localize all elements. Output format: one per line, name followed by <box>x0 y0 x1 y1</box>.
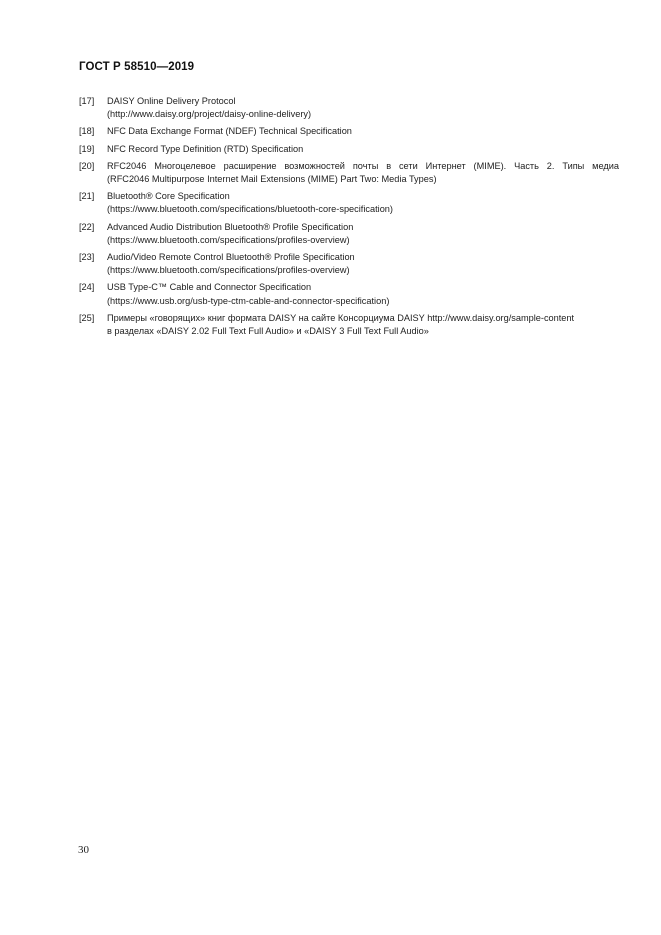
reference-line: (RFC2046 Multipurpose Internet Mail Extensions (MIME) Part Two: Media Types) <box>107 174 437 185</box>
reference-number: [21] <box>79 191 95 202</box>
reference-line: NFC Data Exchange Format (NDEF) Technical Specification <box>107 126 352 137</box>
reference-text <box>107 160 619 186</box>
reference-link: (http://www.daisy.org/project/daisy-online-delivery) <box>107 109 312 120</box>
reference-number: [24] <box>79 282 95 293</box>
reference-item <box>79 221 619 247</box>
document-header: ГОСТ Р 58510—2019 <box>79 61 195 73</box>
reference-line: NFC Record Type Definition (RTD) Specification <box>107 143 304 154</box>
reference-text <box>107 143 619 156</box>
page-number: 30 <box>78 844 89 856</box>
reference-line: Bluetooth® Core Specification <box>107 191 230 202</box>
reference-line: USB Type-C™ Cable and Connector Specification <box>107 282 312 293</box>
reference-list <box>79 95 619 342</box>
reference-item <box>79 251 619 277</box>
reference-item <box>79 190 619 216</box>
reference-item <box>79 95 619 121</box>
reference-number: [20] <box>79 160 95 171</box>
reference-text <box>107 190 619 216</box>
reference-line: DAISY Online Delivery Protocol <box>107 96 236 106</box>
reference-link: (https://www.bluetooth.com/specifications/profiles-overview) <box>107 234 350 245</box>
reference-text <box>107 312 619 338</box>
reference-number: [17] <box>79 96 95 106</box>
reference-link: (https://www.bluetooth.com/specifications/profiles-overview) <box>107 265 350 276</box>
reference-item <box>79 312 619 338</box>
reference-number: [25] <box>79 312 95 323</box>
reference-number: [22] <box>79 221 95 232</box>
reference-line: в разделах «DAISY 2.02 Full Text Full Audio» и «DAISY 3 Full Text Full Audio» <box>107 326 429 337</box>
reference-number: [23] <box>79 252 95 263</box>
reference-text <box>107 251 619 277</box>
reference-link: (https://www.bluetooth.com/specifications/bluetooth-core-specification) <box>107 204 393 215</box>
reference-text <box>107 125 619 138</box>
reference-item <box>79 281 619 307</box>
reference-link: (https://www.usb.org/usb-type-ctm-cable-and-connector-specification) <box>107 295 390 306</box>
reference-item <box>79 160 619 186</box>
reference-text <box>107 95 619 121</box>
reference-line: Примеры «говорящих» книг формата DAISY на сайте Консорциума DAISY http://www.daisy.org/sample-content <box>107 312 575 323</box>
reference-number: [18] <box>79 126 95 137</box>
reference-item <box>79 125 619 138</box>
reference-line: Advanced Audio Distribution Bluetooth® Profile Specification <box>107 221 354 232</box>
reference-number: [19] <box>79 143 95 154</box>
reference-line: Audio/Video Remote Control Bluetooth® Profile Specification <box>107 252 355 263</box>
reference-item <box>79 143 619 156</box>
reference-line: RFC2046 Многоцелевое расширение возможностей почты в сети Интернет (MIME). Часть 2. Типы медиа <box>107 160 619 171</box>
reference-text <box>107 281 619 307</box>
reference-text <box>107 221 619 247</box>
